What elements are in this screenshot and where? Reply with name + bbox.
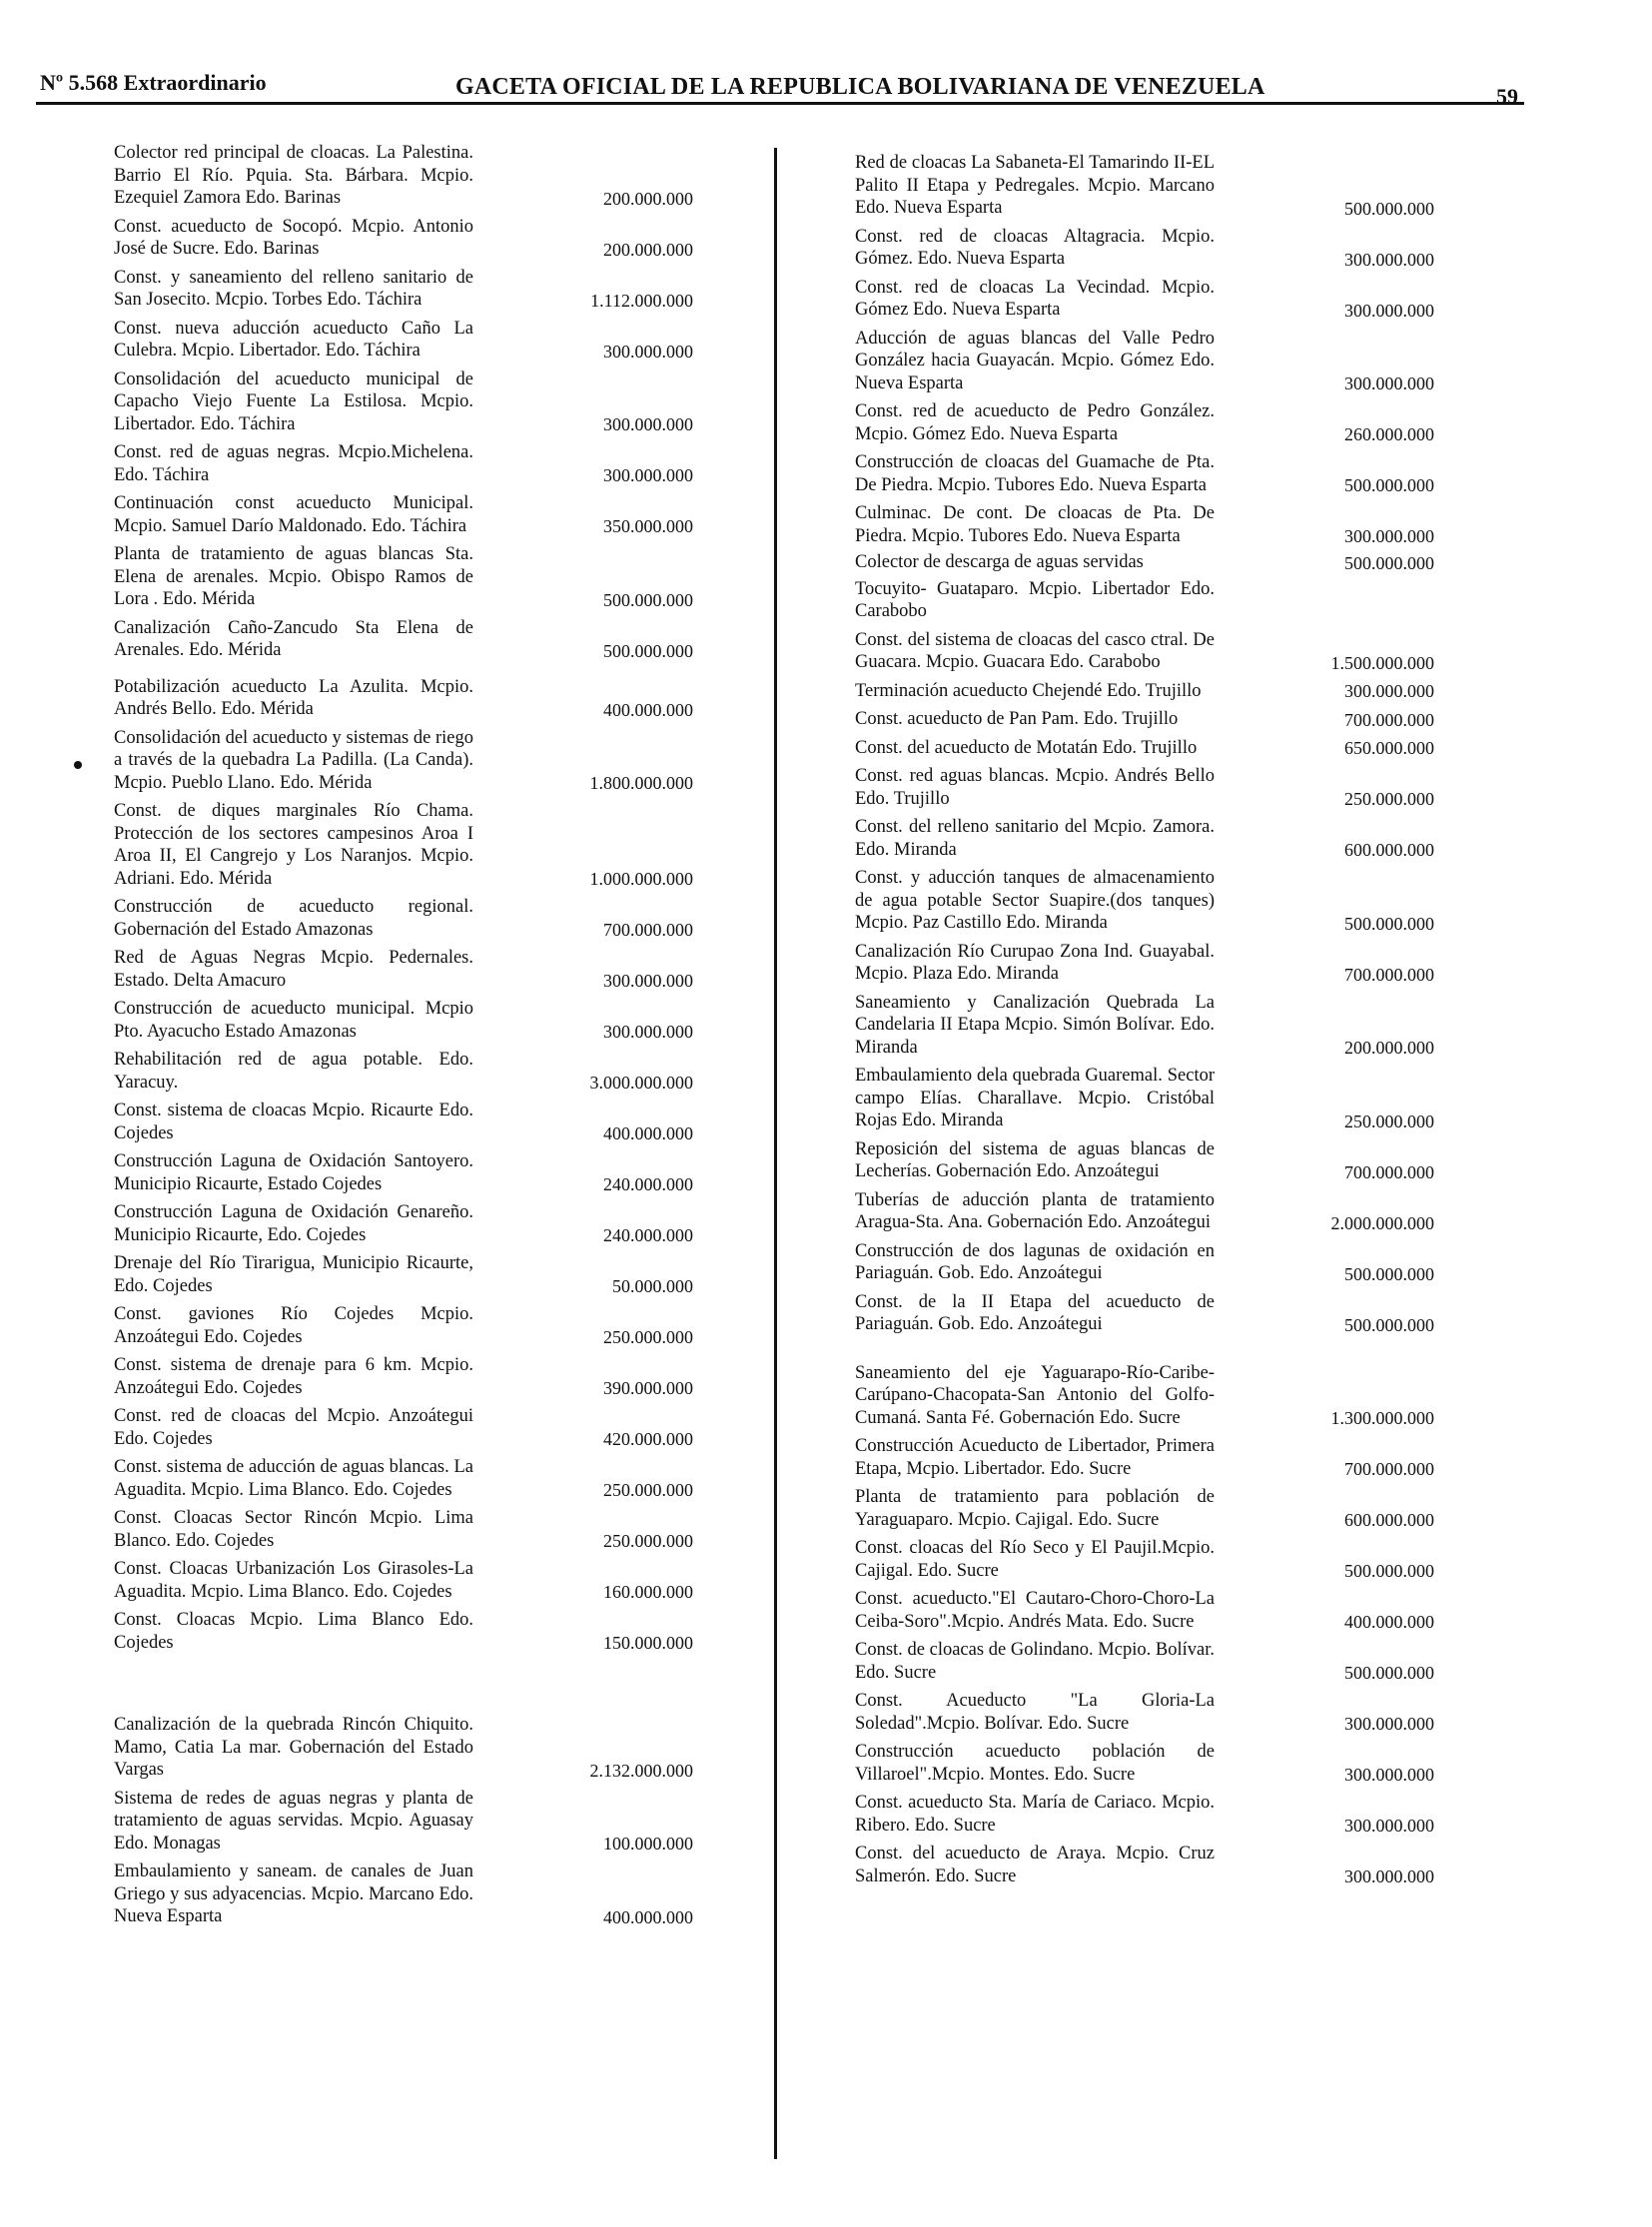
budget-entry xyxy=(114,1507,713,1552)
budget-entry xyxy=(114,1788,713,1856)
project-amount: 300.000.000 xyxy=(1344,1714,1434,1734)
budget-entry xyxy=(855,1741,1446,1786)
budget-entry xyxy=(855,1486,1446,1531)
project-amount: 500.000.000 xyxy=(1344,552,1434,573)
budget-entry xyxy=(855,152,1446,220)
project-description: Const. acueducto de Pan Pam. Edo. Trujillo xyxy=(855,709,1179,729)
project-description: Sistema de redes de aguas negras y planta de tratamiento de aguas servidas. Mcpio. Aguasay Edo. Monagas xyxy=(114,1788,473,1854)
project-amount: 500.000.000 xyxy=(1344,1263,1434,1284)
budget-entry xyxy=(114,998,713,1043)
project-amount: 240.000.000 xyxy=(603,1225,693,1245)
project-amount: 240.000.000 xyxy=(603,1174,693,1194)
project-description: Const. sistema de drenaje para 6 km. Mcpio. Anzoátegui Edo. Cojedes xyxy=(114,1355,473,1398)
budget-entry xyxy=(855,1690,1446,1735)
project-amount: 400.000.000 xyxy=(603,699,693,720)
project-amount: 200.000.000 xyxy=(603,239,693,260)
project-description: Const. de diques marginales Río Chama. Protección de los sectores campesinos Aroa I Aroa II, El Cangrejo y Los Naranjos. Mcpio. Adriani. Edo. Mérida xyxy=(114,801,473,889)
budget-entry xyxy=(855,992,1446,1060)
budget-entry xyxy=(855,502,1446,547)
project-description: Rehabilitación red de agua potable. Edo. Yaracuy. xyxy=(114,1050,473,1093)
project-amount: 300.000.000 xyxy=(1344,681,1434,701)
project-amount: 50.000.000 xyxy=(612,1276,693,1296)
budget-entry xyxy=(114,1456,713,1501)
project-amount: 250.000.000 xyxy=(603,1480,693,1500)
project-amount: 300.000.000 xyxy=(603,414,693,434)
budget-entry xyxy=(855,400,1446,445)
project-amount: 1.800.000.000 xyxy=(589,773,693,793)
budget-entry xyxy=(855,1065,1446,1132)
budget-entry xyxy=(114,1405,713,1450)
project-description: Potabilización acueducto La Azulita. Mcpio. Andrés Bello. Edo. Mérida xyxy=(114,676,473,719)
budget-entry xyxy=(114,318,713,363)
budget-entry xyxy=(114,543,713,611)
budget-entry xyxy=(855,1639,1446,1684)
budget-entry xyxy=(855,1240,1446,1285)
budget-entry xyxy=(114,1252,713,1297)
project-amount: 1.300.000.000 xyxy=(1330,1408,1434,1428)
project-amount: 150.000.000 xyxy=(603,1633,693,1653)
project-amount: 500.000.000 xyxy=(1344,475,1434,495)
budget-entry xyxy=(114,492,713,537)
budget-entry xyxy=(855,1537,1446,1582)
project-amount: 600.000.000 xyxy=(1344,840,1434,860)
project-description: Construcción de dos lagunas de oxidación en Pariaguán. Gob. Edo. Anzoátegui xyxy=(855,1240,1215,1283)
project-description: Construcción Acueducto de Libertador, Primera Etapa, Mcpio. Libertador. Edo. Sucre xyxy=(855,1436,1215,1479)
project-description: Continuación const acueducto Municipal. Mcpio. Samuel Darío Maldonado. Edo. Táchira xyxy=(114,493,473,536)
budget-entry xyxy=(855,629,1446,674)
project-description: Consolidación del acueducto municipal de Capacho Viejo Fuente La Estilosa. Mcpio. Libertador. Edo. Táchira xyxy=(114,369,473,434)
project-description: Canalización de la quebrada Rincón Chiquito. Mamo, Catia La mar. Gobernación del Estado Vargas xyxy=(114,1715,473,1780)
project-amount: 200.000.000 xyxy=(603,188,693,209)
budget-entry xyxy=(114,1354,713,1399)
budget-entry xyxy=(114,800,713,890)
budget-entry xyxy=(855,1189,1446,1234)
budget-entry xyxy=(855,1138,1446,1183)
project-amount: 300.000.000 xyxy=(1344,1866,1434,1886)
project-amount: 300.000.000 xyxy=(1344,249,1434,270)
project-description: Const. del acueducto de Araya. Mcpio. Cruz Salmerón. Edo. Sucre xyxy=(855,1844,1215,1886)
budget-entry xyxy=(855,226,1446,271)
project-description: Reposición del sistema de aguas blancas de Lecherías. Gobernación Edo. Anzoátegui xyxy=(855,1138,1215,1181)
project-description: Embaulamiento dela quebrada Guaremal. Sector campo Elías. Charallave. Mcpio. Cristóbal Rojas Edo. Miranda xyxy=(855,1066,1215,1130)
budget-entry xyxy=(855,328,1446,395)
project-description: Planta de tratamiento para población de Yaraguaparo. Mcpio. Cajigal. Edo. Sucre xyxy=(855,1487,1215,1530)
project-description: Const. de la II Etapa del acueducto de Pariaguán. Gob. Edo. Anzoátegui xyxy=(855,1291,1215,1334)
project-description: Planta de tratamiento de aguas blancas Sta. Elena de arenales. Mcpio. Obispo Ramos de Lora . Edo. Mérida xyxy=(114,544,473,609)
project-amount: 260.000.000 xyxy=(1344,424,1434,444)
project-amount: 250.000.000 xyxy=(1344,789,1434,809)
project-amount: 700.000.000 xyxy=(1344,964,1434,985)
project-amount: 300.000.000 xyxy=(603,465,693,485)
project-amount: 300.000.000 xyxy=(1344,373,1434,393)
budget-entry xyxy=(114,676,713,721)
project-amount: 250.000.000 xyxy=(603,1531,693,1551)
column-divider xyxy=(774,148,777,2159)
budget-entry xyxy=(855,1291,1446,1336)
project-description: Const. del acueducto de Motatán Edo. Trujillo xyxy=(855,737,1198,758)
budget-entry xyxy=(114,1150,713,1195)
project-amount: 300.000.000 xyxy=(1344,526,1434,546)
budget-entry xyxy=(114,267,713,312)
project-description: Const. red de cloacas La Vecindad. Mcpio. Gómez Edo. Nueva Esparta xyxy=(855,277,1215,320)
project-description: Const. Cloacas Sector Rincón Mcpio. Lima Blanco. Edo. Cojedes xyxy=(114,1508,473,1551)
issue-number: Nº 5.568 Extraordinario xyxy=(40,70,267,95)
project-description: Construcción de acueducto regional. Gobernación del Estado Amazonas xyxy=(114,897,473,940)
project-description: Construcción Laguna de Oxidación Genareño. Municipio Ricaurte, Edo. Cojedes xyxy=(114,1202,473,1245)
project-description: Const. sistema de cloacas Mcpio. Ricaurte Edo. Cojedes xyxy=(114,1101,473,1143)
project-amount: 2.000.000.000 xyxy=(1330,1212,1434,1233)
project-description: Const. cloacas del Río Seco y El Paujil.Mcpio. Cajigal. Edo. Sucre xyxy=(855,1538,1215,1581)
left-column xyxy=(114,142,713,1928)
project-description: Saneamiento del eje Yaguarapo-Río-Caribe-Carúpano-Chacopata-San Antonio del Golfo-Cumaná. Santa Fé. Gobernación Edo. Sucre xyxy=(855,1362,1215,1428)
project-description: Construcción de cloacas del Guamache de Pta. De Piedra. Mcpio. Tubores Edo. Nueva Esparta xyxy=(855,452,1215,495)
page-number: 59 xyxy=(1496,84,1518,109)
project-description: Tuberías de aducción planta de tratamiento Aragua-Sta. Ana. Gobernación Edo. Anzoátegui xyxy=(855,1189,1215,1232)
project-description: Const. y saneamiento del relleno sanitario de San Josecito. Mcpio. Torbes Edo. Táchira xyxy=(114,267,473,310)
project-amount: 400.000.000 xyxy=(603,1906,693,1927)
budget-entry xyxy=(114,896,713,941)
budget-entry xyxy=(855,765,1446,810)
project-amount: 390.000.000 xyxy=(603,1378,693,1398)
budget-entry xyxy=(114,441,713,486)
gazette-title: GACETA OFICIAL DE LA REPUBLICA BOLIVARIANA DE VENEZUELA xyxy=(455,74,1265,100)
project-description: Const. Cloacas Mcpio. Lima Blanco Edo. Cojedes xyxy=(114,1610,473,1653)
project-amount: 1.112.000.000 xyxy=(590,290,693,311)
project-amount: 700.000.000 xyxy=(1344,709,1434,730)
budget-entry xyxy=(114,617,713,662)
budget-entry xyxy=(855,277,1446,322)
budget-entry xyxy=(114,727,713,795)
budget-entry xyxy=(855,816,1446,861)
project-amount: 700.000.000 xyxy=(603,920,693,940)
budget-entry xyxy=(855,708,1446,731)
budget-entry xyxy=(114,1860,713,1928)
project-amount: 100.000.000 xyxy=(603,1834,693,1854)
budget-entry xyxy=(855,1843,1446,1887)
project-amount: 1.000.000.000 xyxy=(589,869,693,889)
project-description: Canalización Caño-Zancudo Sta Elena de Arenales. Edo. Mérida xyxy=(114,617,473,660)
project-description: Const. de cloacas de Golindano. Mcpio. Bolívar. Edo. Sucre xyxy=(855,1640,1215,1683)
project-description: Consolidación del acueducto y sistemas de riego a través de la quebadra La Padilla. (La Canda). Mcpio. Pueblo Llano. Edo. Mérida xyxy=(114,727,473,793)
project-description: Embaulamiento y saneam. de canales de Juan Griego y sus adyacencias. Mcpio. Marcano Edo. Nueva Esparta xyxy=(114,1861,473,1926)
project-amount: 200.000.000 xyxy=(1344,1038,1434,1058)
project-amount: 2.132.000.000 xyxy=(589,1760,693,1781)
project-amount: 400.000.000 xyxy=(603,1123,693,1143)
budget-entry xyxy=(855,451,1446,496)
project-description: Const. red de acueducto de Pedro González. Mcpio. Gómez Edo. Nueva Esparta xyxy=(855,401,1215,444)
project-amount: 400.000.000 xyxy=(1344,1612,1434,1632)
project-description: Const. acueducto."El Cautaro-Choro-Choro-La Ceiba-Soro".Mcpio. Andrés Mata. Edo. Sucre xyxy=(855,1589,1215,1632)
project-description: Colector de descarga de aguas servidas xyxy=(855,552,1144,572)
project-amount: 500.000.000 xyxy=(603,640,693,661)
project-description: Colector red principal de cloacas. La Palestina. Barrio El Río. Pquia. Sta. Bárbara. Mcpio. Ezequiel Zamora Edo. Barinas xyxy=(114,143,473,208)
project-description: Canalización Río Curupao Zona Ind. Guayabal. Mcpio. Plaza Edo. Miranda xyxy=(855,941,1215,984)
project-description: Const. red aguas blancas. Mcpio. Andrés Bello Edo. Trujillo xyxy=(855,766,1215,809)
project-amount: 700.000.000 xyxy=(1344,1161,1434,1182)
budget-entry xyxy=(114,1714,713,1782)
project-description: Const. sistema de aducción de aguas blancas. La Aguadita. Mcpio. Lima Blanco. Edo. Cojedes xyxy=(114,1457,473,1500)
budget-entry xyxy=(114,1201,713,1246)
project-description: Const. del relleno sanitario del Mcpio. Zamora. Edo. Miranda xyxy=(855,817,1215,860)
project-description: Red de Aguas Negras Mcpio. Pedernales. Estado. Delta Amacuro xyxy=(114,948,473,991)
budget-entry xyxy=(114,369,713,436)
project-amount: 500.000.000 xyxy=(1344,1314,1434,1335)
project-description: Const. del sistema de cloacas del casco ctral. De Guacara. Mcpio. Guacara Edo. Carabobo xyxy=(855,629,1215,672)
project-description: Const. gaviones Río Cojedes Mcpio. Anzoátegui Edo. Cojedes xyxy=(114,1304,473,1347)
project-amount: 160.000.000 xyxy=(603,1582,693,1602)
project-amount: 300.000.000 xyxy=(603,341,693,362)
budget-entry xyxy=(114,1303,713,1348)
project-description: Construcción acueducto población de Villaroel".Mcpio. Montes. Edo. Sucre xyxy=(855,1742,1215,1785)
budget-entry xyxy=(855,737,1446,760)
project-amount: 500.000.000 xyxy=(1344,1663,1434,1683)
project-amount: 3.000.000.000 xyxy=(589,1073,693,1093)
project-description: Const. acueducto de Socopó. Mcpio. Antonio José de Sucre. Edo. Barinas xyxy=(114,216,473,259)
bullet-mark xyxy=(74,761,82,769)
project-description: Construcción de acueducto municipal. Mcpio Pto. Ayacucho Estado Amazonas xyxy=(114,999,473,1042)
project-description: Culminac. De cont. De cloacas de Pta. De Piedra. Mcpio. Tubores Edo. Nueva Esparta xyxy=(855,503,1215,546)
budget-entry xyxy=(855,578,1446,623)
project-amount: 500.000.000 xyxy=(1344,1561,1434,1581)
project-amount: 300.000.000 xyxy=(603,1022,693,1042)
project-amount: 500.000.000 xyxy=(1344,198,1434,219)
project-amount: 500.000.000 xyxy=(603,589,693,610)
budget-entry xyxy=(855,1792,1446,1837)
project-amount: 250.000.000 xyxy=(603,1327,693,1347)
project-amount: 300.000.000 xyxy=(1344,1765,1434,1785)
project-amount: 300.000.000 xyxy=(603,971,693,991)
project-description: Terminación acueducto Chejendé Edo. Trujillo xyxy=(855,680,1202,701)
project-amount: 250.000.000 xyxy=(1344,1111,1434,1131)
project-description: Red de cloacas La Sabaneta-El Tamarindo II-EL Palito II Etapa y Pedregales. Mcpio. Marcano Edo. Nueva Esparta xyxy=(855,153,1215,218)
budget-entry xyxy=(114,142,713,210)
page-header xyxy=(36,68,1524,109)
project-description: Saneamiento y Canalización Quebrada La Candelaria II Etapa Mcpio. Simón Bolívar. Edo. Miranda xyxy=(855,992,1215,1058)
budget-entry xyxy=(855,1588,1446,1633)
project-amount: 600.000.000 xyxy=(1344,1510,1434,1530)
project-amount: 350.000.000 xyxy=(603,516,693,536)
budget-entry xyxy=(855,1362,1446,1430)
budget-entry xyxy=(114,1609,713,1654)
project-description: Const. y aducción tanques de almacenamiento de agua potable Sector Suapire.(dos tanques) Mcpio. Paz Castillo Edo. Miranda xyxy=(855,868,1215,933)
project-description: Const. red de aguas negras. Mcpio.Michelena. Edo. Táchira xyxy=(114,442,473,485)
project-amount: 300.000.000 xyxy=(1344,300,1434,321)
project-description: Construcción Laguna de Oxidación Santoyero. Municipio Ricaurte, Estado Cojedes xyxy=(114,1151,473,1194)
project-amount: 650.000.000 xyxy=(1344,738,1434,758)
project-description: Aducción de aguas blancas del Valle Pedro González hacia Guayacán. Mcpio. Gómez Edo. Nueva Esparta xyxy=(855,328,1215,393)
project-description: Tocuyito- Guataparo. Mcpio. Libertador Edo. Carabobo xyxy=(855,578,1215,621)
budget-entry xyxy=(855,941,1446,986)
budget-entry xyxy=(855,1435,1446,1480)
project-description: Drenaje del Río Tirarigua, Municipio Ricaurte, Edo. Cojedes xyxy=(114,1253,473,1296)
right-column xyxy=(855,142,1446,1887)
budget-entry xyxy=(114,216,713,261)
budget-entry xyxy=(855,680,1446,703)
project-amount: 500.000.000 xyxy=(1344,913,1434,934)
budget-entry xyxy=(114,1049,713,1094)
budget-entry xyxy=(114,1558,713,1603)
project-amount: 300.000.000 xyxy=(1344,1816,1434,1836)
budget-entry xyxy=(855,867,1446,935)
project-description: Const. Acueducto "La Gloria-La Soledad".Mcpio. Bolívar. Edo. Sucre xyxy=(855,1691,1215,1734)
project-description: Const. red de cloacas del Mcpio. Anzoátegui Edo. Cojedes xyxy=(114,1406,473,1449)
project-description: Const. Cloacas Urbanización Los Girasoles-La Aguadita. Mcpio. Lima Blanco. Edo. Cojedes xyxy=(114,1559,473,1602)
project-description: Const. red de cloacas Altagracia. Mcpio. Gómez. Edo. Nueva Esparta xyxy=(855,226,1215,269)
budget-entry xyxy=(114,1100,713,1144)
project-description: Const. nueva aducción acueducto Caño La Culebra. Mcpio. Libertador. Edo. Táchira xyxy=(114,318,473,361)
budget-entry xyxy=(855,551,1446,574)
budget-entry xyxy=(114,947,713,992)
project-description: Const. acueducto Sta. María de Cariaco. Mcpio. Ribero. Edo. Sucre xyxy=(855,1793,1215,1836)
project-amount: 420.000.000 xyxy=(603,1429,693,1449)
project-amount: 1.500.000.000 xyxy=(1330,652,1434,673)
project-amount: 700.000.000 xyxy=(1344,1459,1434,1479)
